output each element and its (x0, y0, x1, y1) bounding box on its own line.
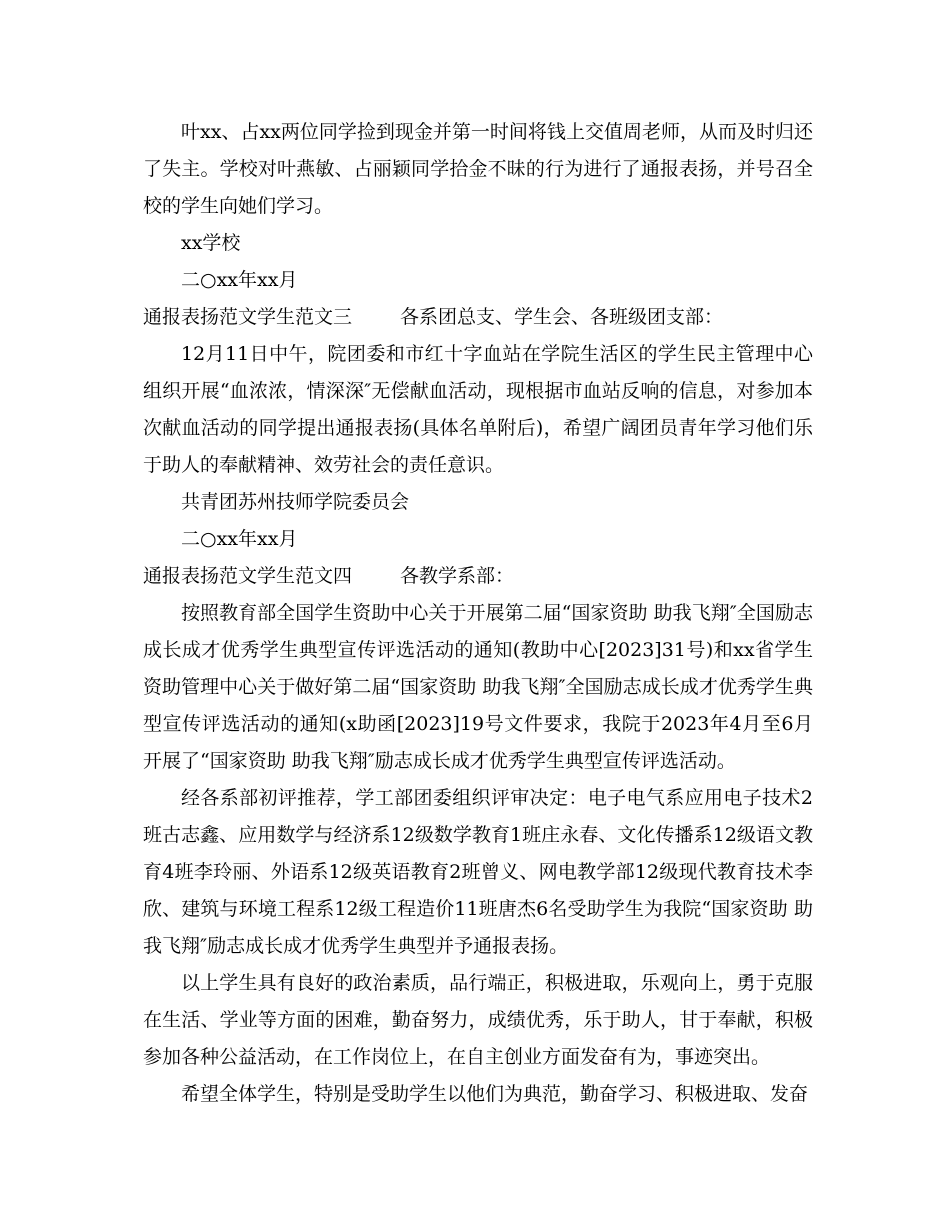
signature-date: 二○xx年xx月 (181, 528, 298, 550)
section-heading-3 (143, 299, 813, 336)
signature-organization: xx学校 (181, 232, 241, 254)
paragraph-lost-money: 叶xx、占xx两位同学捡到现金并第一时间将钱上交值周老师，从而及时归还了失主。学校对叶燕敏、占丽颖同学拾金不昧的行为进行了通报表扬，并号召全校的学生向她们学习。 (143, 121, 813, 217)
signature-date: 二○xx年xx月 (181, 269, 298, 291)
paragraph-call-to-action: 希望全体学生，特别是受助学生以他们为典范，勤奋学习、积极进取、发奋 (181, 1083, 809, 1105)
paragraph-blood-donation: 12月11日中午，院团委和市红十字血站在学院生活区的学生民主管理中心组织开展“血浓浓，情深深″无偿献血活动，现根据市血站反响的信息，对参加本次献血活动的同学提出通报表扬(具体名单附后)，希望广阔团员青年学习他们乐于助人的奉献精神、效劳社会的责任意识。 (143, 343, 813, 476)
section-title: 通报表扬范文学生范文三 (143, 306, 353, 328)
signature-organization: 共青团苏州技师学院委员会 (181, 491, 410, 513)
paragraph-notice-reference: 按照教育部全国学生资助中心关于开展第二届“国家资助 助我飞翔″全国励志成长成才优秀学生典型宣传评选活动的通知(教助中心[2023]31号)和xx省学生资助管理中心关于做好第二届“国家资助 助我飞翔″全国励志成长成才优秀学生典型宣传评选活动的通知(x助函[2023]19号文件要求，我院于2023年4月至6月开展了“国家资助 助我飞翔″励志成长成才优秀学生典型宣传评选活动。 (143, 602, 813, 772)
section-addressee: 各教学系部： (400, 565, 515, 587)
document-body (143, 114, 813, 1113)
paragraph-awardees: 经各系部初评推荐，学工部团委组织评审决定：电子电气系应用电子技术2班古志鑫、应用数学与经济系12级数学教育1班庄永春、文化传播系12级语文教育4班李玲丽、外语系12级英语教育2班曾义、网电教学部12级现代教育技术李欣、建筑与环境工程系12级工程造价11班唐杰6名受助学生为我院“国家资助 助我飞翔″励志成长成才优秀学生典型并予通报表扬。 (143, 787, 813, 957)
section-title: 通报表扬范文学生范文四 (143, 565, 353, 587)
section-addressee: 各系团总支、学生会、各班级团支部： (400, 306, 724, 328)
section-heading-4 (143, 558, 813, 595)
paragraph-qualities: 以上学生具有良好的政治素质，品行端正，积极进取，乐观向上，勇于克服在生活、学业等方面的困难，勤奋努力，成绩优秀，乐于助人，甘于奉献，积极参加各种公益活动，在工作岗位上，在自主创业方面发奋有为，事迹突出。 (143, 972, 813, 1068)
